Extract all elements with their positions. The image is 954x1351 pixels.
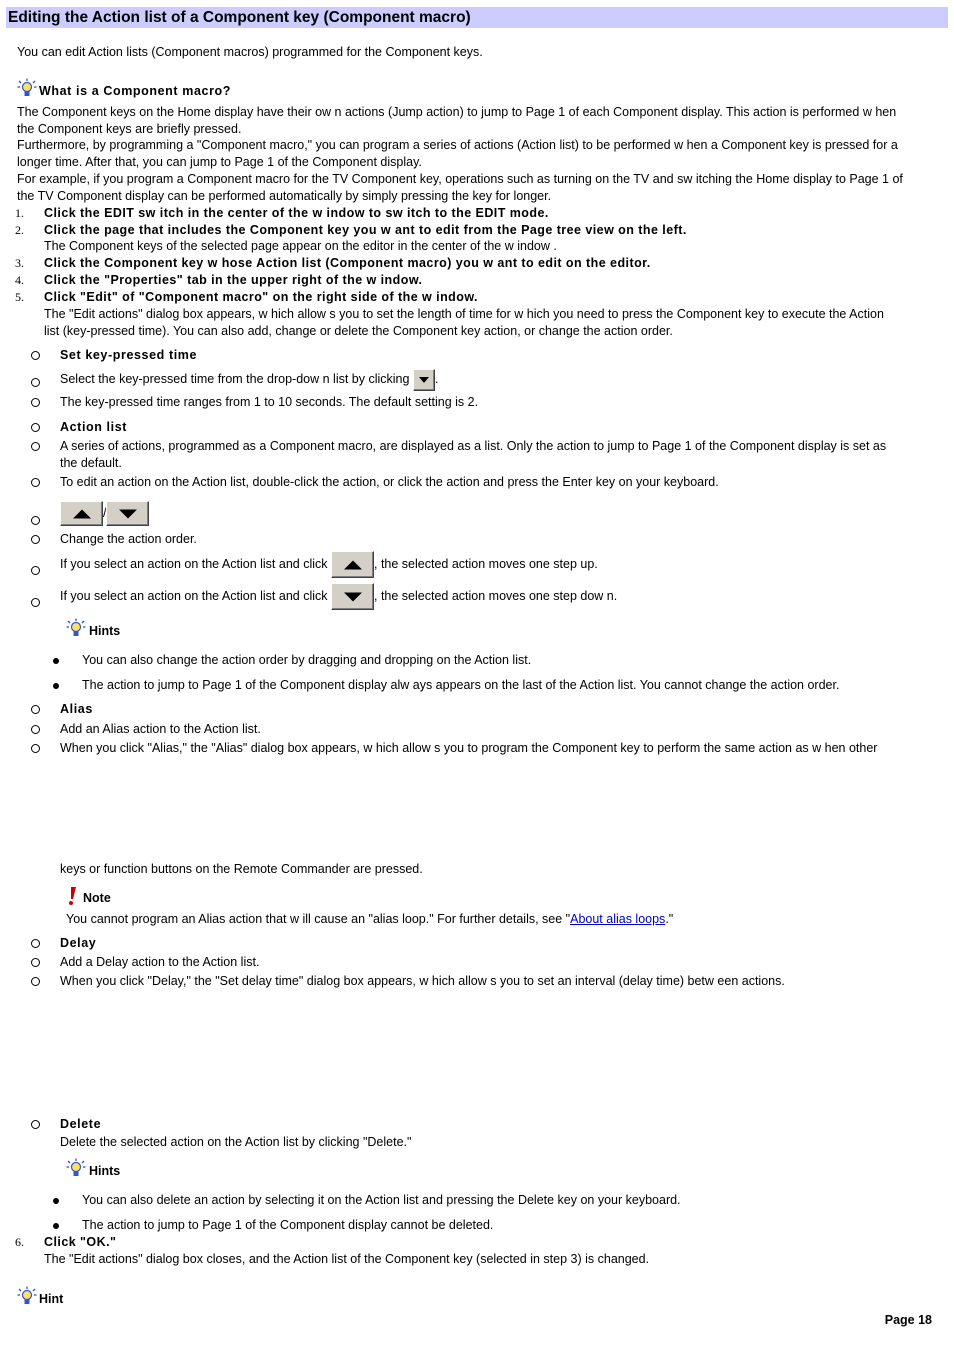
hints-heading: Hints xyxy=(89,624,121,638)
disc-bullet xyxy=(53,1223,59,1229)
alias-when: When you click "Alias," the "Alias" dialog box appears, w hich allow s you to program the Component key to perform the same action as w hen other xyxy=(60,741,878,755)
circle-bullet xyxy=(31,939,40,948)
hint-heading: Hint xyxy=(39,1292,64,1306)
what-is-heading: What is a Component macro? xyxy=(39,84,232,98)
keytime-select-text xyxy=(60,366,930,392)
arrow-down-icon xyxy=(344,592,362,601)
circle-bullet xyxy=(31,351,40,360)
title-bar xyxy=(6,7,948,28)
lightbulb-icon xyxy=(66,618,86,638)
what-is-line: The Component keys on the Home display have their ow n actions (Jump action) to jump to Page 1 of each Component display. This action is performed w hen xyxy=(17,105,897,119)
order-down-text xyxy=(60,581,930,611)
what-is-line: longer time. After that, you can jump to Page 1 of the Component display. xyxy=(17,155,422,169)
circle-bullet xyxy=(31,725,40,734)
keytime-select-end: . xyxy=(434,372,439,386)
alias-heading: Alias xyxy=(60,702,93,716)
what-is-line: For example, if you program a Component macro for the TV Component key, operations such as turning on the TV and sw itching the Home display to Page 1 of xyxy=(17,172,903,186)
lightbulb-icon xyxy=(17,78,37,98)
actionlist-text: the default. xyxy=(60,456,122,470)
move-down-button[interactable] xyxy=(106,501,149,526)
step-text: Click the EDIT sw itch in the center of the w indow to sw itch to the EDIT mode. xyxy=(44,206,549,220)
actionlist-edit: To edit an action on the Action list, double-click the action, or click the action and press the Enter key on your keyboard. xyxy=(60,475,719,489)
what-is-line: the TV Component display can be performed automatically by simply pressing the key for longer. xyxy=(17,189,552,203)
delay-heading: Delay xyxy=(60,936,97,950)
step-number: 4. xyxy=(15,273,24,287)
exclamation-icon xyxy=(66,886,78,906)
step-number: 3. xyxy=(15,256,24,270)
alias-add: Add an Alias action to the Action list. xyxy=(60,722,261,736)
circle-bullet xyxy=(31,442,40,451)
order-up-text xyxy=(60,549,930,579)
actionlist-text: A series of actions, programmed as a Component macro, are displayed as a list. Only the action to jump to Page 1 of the Component display is set as xyxy=(60,439,887,453)
order-down-post: , the selected action moves one step dow n. xyxy=(374,589,618,603)
circle-bullet xyxy=(31,958,40,967)
step-text: Click the page that includes the Component key you w ant to edit from the Page tree view on the left. xyxy=(44,223,687,237)
order-down-pre: If you select an action on the Action list and click xyxy=(60,589,328,603)
page-title: Editing the Action list of a Component key (Component macro) xyxy=(8,9,471,26)
step-number: 2. xyxy=(15,223,24,237)
dropdown-button[interactable] xyxy=(413,369,435,391)
lightbulb-icon xyxy=(17,1286,37,1306)
order-buttons xyxy=(60,500,149,526)
move-down-button[interactable] xyxy=(331,583,374,610)
keytime-select-label: Select the key-pressed time from the drop-dow n list by clicking xyxy=(60,372,410,386)
circle-bullet xyxy=(31,1120,40,1129)
delay-add: Add a Delay action to the Action list. xyxy=(60,955,260,969)
note-post: ." xyxy=(665,912,674,926)
disc-bullet xyxy=(53,658,59,664)
note-pre: You cannot program an Alias action that w ill cause an "alias loop." For further details, see " xyxy=(66,912,571,926)
alias-cont: keys or function buttons on the Remote Commander are pressed. xyxy=(60,862,423,876)
order-up-post: , the selected action moves one step up. xyxy=(374,557,598,571)
step-body: The Component keys of the selected page appear on the editor in the center of the w indow . xyxy=(44,239,557,253)
move-up-button[interactable] xyxy=(331,551,374,578)
step-body: The "Edit actions" dialog box appears, w hich allow s you to set the length of time for w hich you need to press the Component key to execute the Action xyxy=(44,307,884,321)
step-text: Click "OK." xyxy=(44,1235,117,1249)
circle-bullet xyxy=(31,378,40,387)
keytime-range: The key-pressed time ranges from 1 to 10 seconds. The default setting is 2. xyxy=(60,395,479,409)
hint-item: The action to jump to Page 1 of the Component display alw ays appears on the last of the Action list. You cannot change the action order. xyxy=(82,678,840,692)
step-number: 1. xyxy=(15,206,24,220)
circle-bullet xyxy=(31,598,40,607)
circle-bullet xyxy=(31,423,40,432)
what-is-line: the Component keys are briefly pressed. xyxy=(17,122,242,136)
chevron-down-icon xyxy=(419,377,429,383)
hint-item: You can also delete an action by selecting it on the Action list and pressing the Delete key on your keyboard. xyxy=(82,1193,681,1207)
delete-desc: Delete the selected action on the Action list by clicking "Delete." xyxy=(60,1135,412,1149)
circle-bullet xyxy=(31,705,40,714)
page-number: Page 18 xyxy=(884,1313,932,1327)
step-body: The "Edit actions" dialog box closes, and the Action list of the Component key (selected in step 3) is changed. xyxy=(44,1252,650,1266)
step-text: Click the Component key w hose Action list (Component macro) you w ant to edit on the editor. xyxy=(44,256,651,270)
note-heading: Note xyxy=(83,891,111,905)
lightbulb-icon xyxy=(66,1158,86,1178)
delay-when: When you click "Delay," the "Set delay time" dialog box appears, w hich allow s you to set an interval (delay time) betw een actions. xyxy=(60,974,785,988)
order-change: Change the action order. xyxy=(60,532,197,546)
step-text: Click "Edit" of "Component macro" on the right side of the w indow. xyxy=(44,290,478,304)
keytime-heading: Set key-pressed time xyxy=(60,348,198,362)
disc-bullet xyxy=(53,683,59,689)
step-number: 6. xyxy=(15,1235,24,1249)
arrow-up-icon xyxy=(344,560,362,569)
slash-text: / xyxy=(103,506,107,520)
hints-heading: Hints xyxy=(89,1164,121,1178)
circle-bullet xyxy=(31,478,40,487)
arrow-up-icon xyxy=(73,509,91,518)
circle-bullet xyxy=(31,535,40,544)
arrow-down-icon xyxy=(119,509,137,518)
hint-item: You can also change the action order by dragging and dropping on the Action list. xyxy=(82,653,532,667)
delete-heading: Delete xyxy=(60,1117,102,1131)
circle-bullet xyxy=(31,398,40,407)
actionlist-heading: Action list xyxy=(60,420,128,434)
what-is-line: Furthermore, by programming a "Component macro," you can program a series of actions (Action list) to be performed w hen a Component key is pressed for a xyxy=(17,138,898,152)
circle-bullet xyxy=(31,744,40,753)
circle-bullet xyxy=(31,977,40,986)
note-text xyxy=(66,911,673,928)
move-up-button[interactable] xyxy=(60,501,103,526)
hint-item: The action to jump to Page 1 of the Component display cannot be deleted. xyxy=(82,1218,494,1232)
disc-bullet xyxy=(53,1198,59,1204)
about-alias-loops-link[interactable]: About alias loops xyxy=(570,912,666,926)
intro-text: You can edit Action lists (Component macros) programmed for the Component keys. xyxy=(17,45,483,59)
step-body: list (key-pressed time). You can also add, change or delete the Component key action, or change the action order. xyxy=(44,324,673,338)
step-number: 5. xyxy=(15,290,24,304)
order-up-pre: If you select an action on the Action list and click xyxy=(60,557,328,571)
step-text: Click the "Properties" tab in the upper right of the w indow. xyxy=(44,273,423,287)
circle-bullet xyxy=(31,566,40,575)
circle-bullet xyxy=(31,516,40,525)
